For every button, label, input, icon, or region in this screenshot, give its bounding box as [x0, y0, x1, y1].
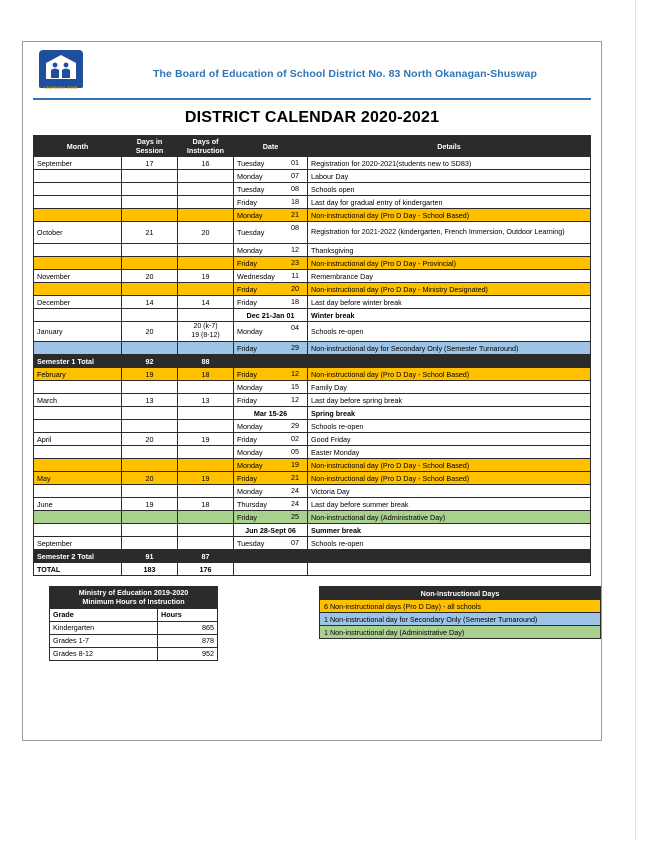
table-row [34, 283, 591, 296]
hours-value: 865 [158, 621, 218, 634]
hours-title-line2: Minimum Hours of Instruction [82, 597, 185, 607]
cell-date: Monday 07 [234, 170, 308, 183]
cell-days-of-instruction [178, 183, 234, 196]
cell-month [34, 196, 122, 209]
cell-date: Monday 05 [234, 446, 308, 459]
cell-days-of-instruction [178, 381, 234, 394]
cell-month [34, 183, 122, 196]
table-row [34, 472, 591, 485]
table-row [34, 524, 591, 537]
hours-grade: Grades 8-12 [50, 647, 158, 660]
page-title: DISTRICT CALENDAR 2020-2021 [184, 109, 440, 126]
cell-days-of-instruction [178, 459, 234, 472]
table-row [34, 537, 591, 550]
legend-body [320, 600, 601, 639]
table-row [34, 270, 591, 283]
table-row [34, 446, 591, 459]
lower-section [33, 586, 591, 676]
cell-days-in-session [122, 407, 178, 420]
cell-details: Non-instructional day (Pro D Day - School Based) [308, 472, 591, 485]
cell-days-of-instruction [178, 485, 234, 498]
cell-details: Last day before spring break [308, 394, 591, 407]
column-header-days-of-instruction: Days of Instruction [178, 136, 234, 157]
cell-month [34, 459, 122, 472]
cell-days-of-instruction: 19 [178, 270, 234, 283]
cell-month: January [34, 322, 122, 342]
legend-row [320, 613, 601, 626]
cell-days-of-instruction [178, 257, 234, 270]
cell-days-in-session: 13 [122, 394, 178, 407]
cell-month [34, 170, 122, 183]
cell-month: November [34, 270, 122, 283]
minimum-hours-table [49, 586, 218, 661]
table-header-row [34, 136, 591, 157]
cell-date: Friday 20 [234, 283, 308, 296]
cell-date: Friday 18 [234, 196, 308, 209]
cell-date: Monday 19 [234, 459, 308, 472]
cell-date [234, 563, 308, 576]
cell-month [34, 342, 122, 355]
cell-details [308, 550, 591, 563]
cell-date: Mar 15-26 [234, 407, 308, 420]
table-row [34, 309, 591, 322]
cell-month [34, 524, 122, 537]
cell-days-in-session: 92 [122, 355, 178, 368]
cell-details [308, 355, 591, 368]
cell-days-of-instruction: 14 [178, 296, 234, 309]
cell-details: Labour Day [308, 170, 591, 183]
table-row [34, 511, 591, 524]
column-header-date: Date [234, 136, 308, 157]
table-row [34, 257, 591, 270]
legend-title: Non-Instructional Days [320, 587, 601, 600]
cell-days-in-session: 91 [122, 550, 178, 563]
table-row [34, 498, 591, 511]
cell-details: Non-instructional day (Administrative Day) [308, 511, 591, 524]
cell-details: Summer break [308, 524, 591, 537]
cell-days-in-session: 183 [122, 563, 178, 576]
cell-days-in-session [122, 511, 178, 524]
cell-days-in-session [122, 420, 178, 433]
table-row [34, 157, 591, 170]
cell-details: Non-instructional day (Pro D Day - Ministry Designated) [308, 283, 591, 296]
cell-days-in-session: 20 [122, 270, 178, 283]
table-row [34, 433, 591, 446]
cell-details: Non-instructional day (Pro D Day - School Based) [308, 368, 591, 381]
cell-month [34, 257, 122, 270]
cell-days-in-session [122, 196, 178, 209]
cell-details: Non-instructional day (Pro D Day - School Based) [308, 459, 591, 472]
cell-days-of-instruction [178, 342, 234, 355]
cell-days-in-session: 20 [122, 472, 178, 485]
cell-days-of-instruction [178, 524, 234, 537]
cell-days-of-instruction [178, 170, 234, 183]
cell-date: Friday 21 [234, 472, 308, 485]
cell-days-of-instruction [178, 244, 234, 257]
cell-month [34, 420, 122, 433]
cell-details: Schools re-open [308, 537, 591, 550]
cell-date: Jun 28-Sept 06 [234, 524, 308, 537]
hours-value: 952 [158, 647, 218, 660]
cell-days-in-session [122, 342, 178, 355]
cell-month: May [34, 472, 122, 485]
cell-month: March [34, 394, 122, 407]
legend-row [320, 600, 601, 613]
cell-days-of-instruction [178, 309, 234, 322]
table-row [34, 196, 591, 209]
legend-title-row [320, 587, 601, 600]
cell-month: Semester 1 Total [34, 355, 122, 368]
table-row [34, 368, 591, 381]
hours-value: 878 [158, 634, 218, 647]
table-row [34, 170, 591, 183]
cell-days-of-instruction: 13 [178, 394, 234, 407]
table-row [34, 209, 591, 222]
table-row [34, 394, 591, 407]
cell-date: Monday 12 [234, 244, 308, 257]
table-row [34, 296, 591, 309]
document-frame [22, 41, 602, 741]
cell-days-in-session [122, 459, 178, 472]
cell-month [34, 381, 122, 394]
table-row [34, 183, 591, 196]
column-header-days-in-session: Days in Session [122, 136, 178, 157]
cell-days-of-instruction [178, 537, 234, 550]
cell-date: Tuesday 08 [234, 183, 308, 196]
cell-date: Tuesday 07 [234, 537, 308, 550]
cell-days-in-session [122, 537, 178, 550]
cell-details: Good Friday [308, 433, 591, 446]
cell-month: April [34, 433, 122, 446]
hours-row [50, 634, 218, 647]
page-edge [635, 0, 636, 841]
hours-title-row [50, 587, 218, 609]
cell-month: October [34, 222, 122, 244]
cell-days-of-instruction: 87 [178, 550, 234, 563]
learning-zone-figures-icon [44, 54, 78, 80]
cell-date: Friday 02 [234, 433, 308, 446]
cell-details: Registration for 2020-2021(students new to SD83) [308, 157, 591, 170]
table-row [34, 222, 591, 244]
table-row [34, 550, 591, 563]
cell-date: Monday 04 [234, 322, 308, 342]
district-calendar-table [33, 135, 591, 576]
cell-days-in-session [122, 209, 178, 222]
cell-details: Winter break [308, 309, 591, 322]
cell-days-of-instruction [178, 209, 234, 222]
cell-days-of-instruction: 16 [178, 157, 234, 170]
cell-days-of-instruction [178, 283, 234, 296]
table-row [34, 342, 591, 355]
cell-days-in-session [122, 170, 178, 183]
cell-date: Tuesday 01 [234, 157, 308, 170]
hours-column-grade: Grade [50, 608, 158, 621]
hours-title [50, 587, 218, 609]
cell-date: Friday 29 [234, 342, 308, 355]
cell-days-of-instruction [178, 420, 234, 433]
cell-details: Schools re-open [308, 322, 591, 342]
cell-month [34, 209, 122, 222]
cell-date: Monday 24 [234, 485, 308, 498]
district-logo [39, 50, 83, 94]
cell-details: Registration for 2021-2022 (kindergarten, French Immersion, Outdoor Learning) [308, 222, 591, 244]
table-row [34, 322, 591, 342]
column-header-details: Details [308, 136, 591, 157]
cell-days-in-session [122, 257, 178, 270]
cell-date: Dec 21-Jan 01 [234, 309, 308, 322]
cell-details: Last day before summer break [308, 498, 591, 511]
hours-grade: Grades 1-7 [50, 634, 158, 647]
cell-days-of-instruction: 20 [178, 222, 234, 244]
cell-days-in-session [122, 283, 178, 296]
logo-shield-icon [39, 50, 83, 88]
cell-days-of-instruction [178, 196, 234, 209]
cell-details: Family Day [308, 381, 591, 394]
cell-days-in-session [122, 309, 178, 322]
cell-date: Monday 15 [234, 381, 308, 394]
cell-days-in-session: 19 [122, 498, 178, 511]
legend-item: 1 Non-instructional day (Administrative Day) [320, 626, 601, 639]
cell-days-in-session: 19 [122, 368, 178, 381]
cell-month [34, 244, 122, 257]
cell-days-in-session [122, 244, 178, 257]
cell-days-in-session: 21 [122, 222, 178, 244]
table-row [34, 563, 591, 576]
hours-title-line1: Ministry of Education 2019-2020 [78, 588, 189, 597]
cell-days-in-session: 20 [122, 322, 178, 342]
cell-date: Monday 21 [234, 209, 308, 222]
cell-days-in-session: 14 [122, 296, 178, 309]
cell-month: December [34, 296, 122, 309]
cell-date: Friday 12 [234, 368, 308, 381]
cell-days-in-session [122, 485, 178, 498]
table-row [34, 244, 591, 257]
cell-month [34, 446, 122, 459]
cell-days-in-session [122, 183, 178, 196]
cell-month: September [34, 157, 122, 170]
cell-month: February [34, 368, 122, 381]
cell-days-of-instruction: 18 [178, 498, 234, 511]
legend-table [319, 586, 601, 639]
cell-days-of-instruction: 176 [178, 563, 234, 576]
cell-days-of-instruction [178, 446, 234, 459]
cell-days-in-session [122, 446, 178, 459]
legend-item: 6 Non-instructional days (Pro D Day) - all schools [320, 600, 601, 613]
table-row [34, 485, 591, 498]
cell-date: Friday 23 [234, 257, 308, 270]
cell-month: June [34, 498, 122, 511]
cell-details: Last day for gradual entry of kindergarten [308, 196, 591, 209]
cell-details: Spring break [308, 407, 591, 420]
cell-days-in-session: 20 [122, 433, 178, 446]
cell-details: Remembrance Day [308, 270, 591, 283]
cell-days-of-instruction [178, 511, 234, 524]
cell-days-in-session: 17 [122, 157, 178, 170]
cell-details: Thanksgiving [308, 244, 591, 257]
column-header-month: Month [34, 136, 122, 157]
cell-date: Monday 29 [234, 420, 308, 433]
cell-month: TOTAL [34, 563, 122, 576]
cell-date: Friday 12 [234, 394, 308, 407]
cell-details: Schools open [308, 183, 591, 196]
legend-item: 1 Non-instructional day for Secondary Only (Semester Turnaround) [320, 613, 601, 626]
table-body [34, 157, 591, 576]
cell-details: Non-instructional day (Pro D Day - Provincial) [308, 257, 591, 270]
cell-date [234, 550, 308, 563]
cell-date: Friday 18 [234, 296, 308, 309]
cell-days-of-instruction: 20 (k-7) 19 (8-12) [178, 322, 234, 342]
board-title: The Board of Education of School District No. 83 North Okanagan-Shuswap [153, 68, 537, 80]
logo-text: LEARNING ZONE [44, 86, 78, 90]
cell-details [308, 563, 591, 576]
hours-column-hours: Hours [158, 608, 218, 621]
hours-grade: Kindergarten [50, 621, 158, 634]
cell-details: Victoria Day [308, 485, 591, 498]
cell-days-of-instruction: 19 [178, 472, 234, 485]
cell-month [34, 407, 122, 420]
legend-row [320, 626, 601, 639]
cell-details: Non-instructional day (Pro D Day - School Based) [308, 209, 591, 222]
table-row [34, 355, 591, 368]
table-row [34, 381, 591, 394]
cell-month [34, 511, 122, 524]
cell-date: Wednesday 11 [234, 270, 308, 283]
hours-table-body [50, 621, 218, 660]
cell-month [34, 283, 122, 296]
cell-date: Friday 25 [234, 511, 308, 524]
cell-days-in-session [122, 524, 178, 537]
hours-header-row [50, 608, 218, 621]
cell-date: Tuesday 08 [234, 222, 308, 244]
cell-days-of-instruction: 18 [178, 368, 234, 381]
table-row [34, 407, 591, 420]
cell-days-in-session [122, 381, 178, 394]
cell-month: September [34, 537, 122, 550]
cell-days-of-instruction: 19 [178, 433, 234, 446]
cell-days-of-instruction: 88 [178, 355, 234, 368]
cell-month: Semester 2 Total [34, 550, 122, 563]
cell-details: Last day before winter break [308, 296, 591, 309]
cell-details: Schools re-open [308, 420, 591, 433]
cell-days-of-instruction [178, 407, 234, 420]
hours-row [50, 621, 218, 634]
hours-row [50, 647, 218, 660]
document-header [33, 50, 591, 100]
cell-details: Non-instructional day for Secondary Only (Semester Turnaround) [308, 342, 591, 355]
cell-details: Easter Monday [308, 446, 591, 459]
cell-month [34, 485, 122, 498]
cell-date: Thursday 24 [234, 498, 308, 511]
cell-date [234, 355, 308, 368]
table-row [34, 459, 591, 472]
table-row [34, 420, 591, 433]
cell-month [34, 309, 122, 322]
